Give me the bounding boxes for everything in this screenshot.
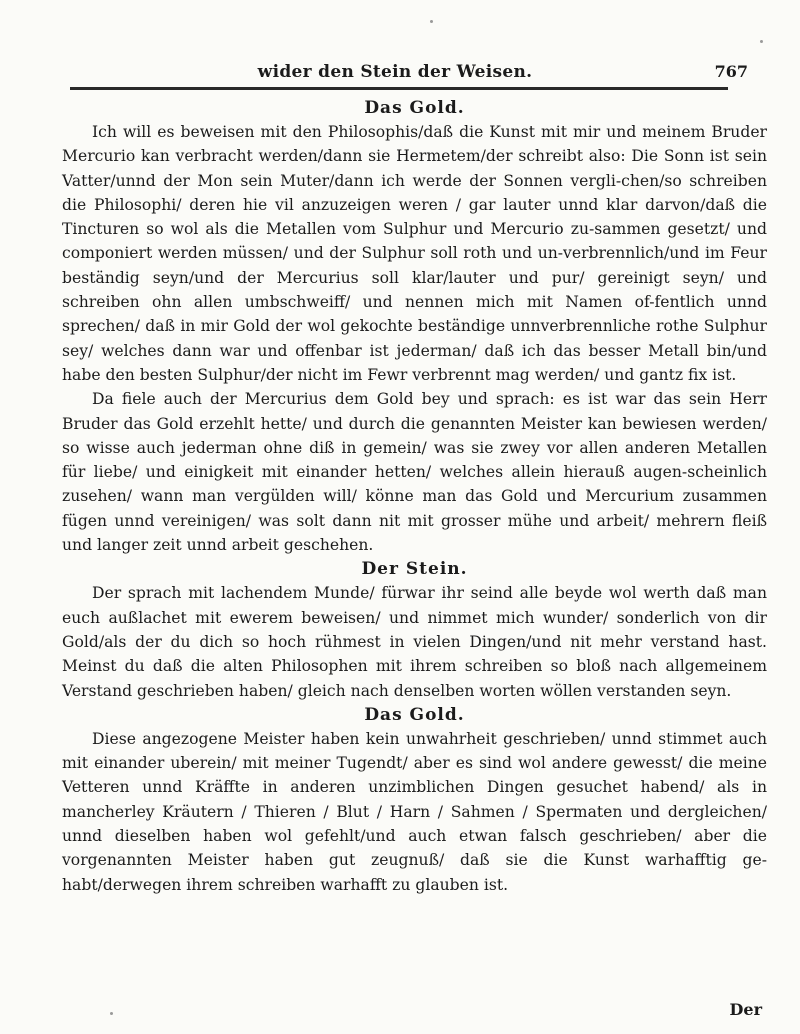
speaker-heading: Das Gold. [364,98,465,118]
paper-speck [110,1012,113,1015]
header-rule [70,87,728,90]
paragraph: Ich will es beweisen mit den Philosophis/daß die Kunst mit mir und meinem Bruder Mercurio kan verbracht werden/dann sie Hermetem/der schreibt also: Die Sonn ist sein Vatter/unnd der Mon sein Muter/dann ich werde der Sonnen vergli-chen/so schreiben die Philosophi/ deren hie vil anzuzeigen weren / gar lauter unnd klar darvon/daß die Tincturen so wol als die Metallen vom Sulphur und Mercurio zu-sammen gesetzt/ und componiert werden müssen/ und der Sulphur soll roth und un-verbrennlich/und im Feur beständig seyn/und der Mercurius soll klar/lauter und pur/ gereinigt seyn/ und schreiben ohn allen umbschweiff/ und nennen mich mit Namen of-fentlich unnd sprechen/ daß in mir Gold der wol gekochte beständige unnverbrennliche rothe Sulphur sey/ welches dann war und offenbar ist jederman/ daß ich das besser Metall bin/und habe den besten Sulphur/der nicht im Fewr verbrennt mag werden/ und gantz fix ist. [62,123,767,384]
speaker-heading: Das Gold. [364,704,465,725]
speaker-heading: Der Stein. [361,559,468,580]
dialogue-text [62,96,767,897]
page-number: 767 [714,62,748,81]
paragraph: Der sprach mit lachendem Munde/ fürwar ihr seind alle beyde wol werth daß man euch außlachet mit ewerem beweisen/ und nimmet mich wunder/ sonderlich von dir Gold/als der du dich so hoch rühmest in vielen Dingen/und nit mehr verstand hast. Meinst du daß die alten Philosophen mit ihrem schreiben so bloß nach allgemeinem Verstand geschrieben haben/ gleich nach denselben worten wöllen verstanden seyn. [62,584,767,700]
page-header [30,12,760,92]
paragraph: Diese angezogene Meister haben kein unwahrheit geschrieben/ unnd stimmet auch mit einander uberein/ mit meiner Tugendt/ aber es sind wol andere gewesst/ die meine Vetteren unnd Kräffte in anderen unzimblichen Dingen gesuchet habend/ als in mancherley Kräutern / Thieren / Blut / Harn / Sahmen / Spermaten und dergleichen/ unnd dieselben haben wol gefehlt/und auch etwan falsch geschrieben/ aber die vorgenannten Meister haben gut zeugnuß/ daß sie die Kunst warhafftig ge-habt/derwegen ihrem schreiben warhafft zu glauben ist. [62,729,767,894]
paper-speck [760,40,763,43]
running-head: wider den Stein der Weisen. [257,62,533,82]
paper-speck [430,20,433,23]
catchword: Der [729,1000,762,1019]
paragraph: Da fiele auch der Mercurius dem Gold bey und sprach: es ist war das sein Herr Bruder das Gold erzehlt hette/ und durch die genannten Meister kan bewiesen werden/ so wisse auch jederman ohne diß in gemein/ was sie zwey vor allen anderen Metallen für liebe/ und einigkeit mit einander hetten/ welches allein hierauß augen-scheinlich zusehen/ wann man vergülden will/ könne man das Gold und Mercurium zusammen fügen unnd vereinigen/ was solt dann nit mit grosser mühe und arbeit/ mehrern fleiß und langer zeit unnd arbeit geschehen. [62,390,767,555]
